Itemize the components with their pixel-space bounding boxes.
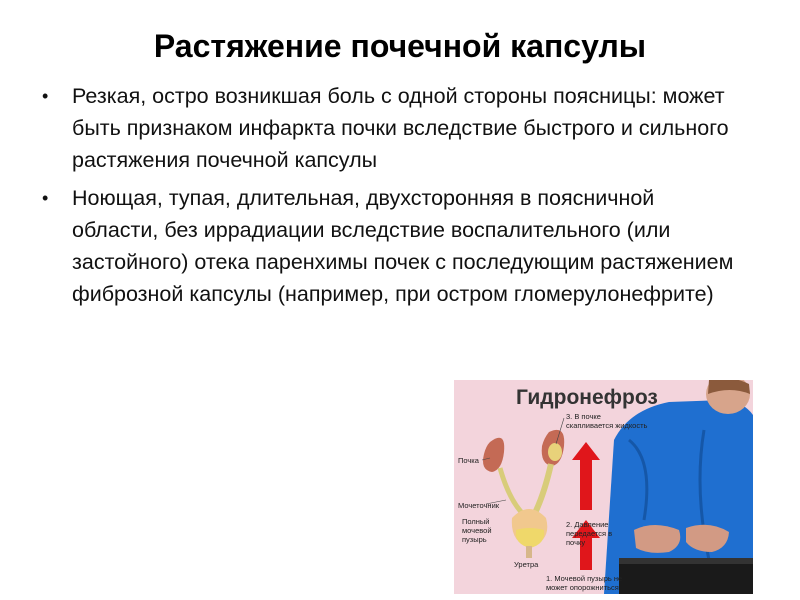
bullet-item-2 <box>40 182 740 310</box>
label-full-bladder: Полный мочевой пузырь <box>462 517 492 544</box>
label-step1: 1. Мочевой пузырь не может опорожниться <box>546 574 623 592</box>
bullet-marker: • <box>42 86 49 106</box>
label-urethra: Уретра <box>514 560 539 569</box>
figure-title: Гидронефроз <box>516 386 658 409</box>
label-ureter: Мочеточник <box>458 501 500 510</box>
slide-title: Растяжение почечной капсулы <box>153 28 647 64</box>
label-step2: 2. Давление передается в почку <box>566 520 613 547</box>
bullet-text: Резкая, остро возникшая боль с одной стороны поясницы: может быть признаком инфаркта почки вследствие быстрого и сильного растяжения почечной капсулы <box>72 84 729 172</box>
label-step3: 3. В почке скапливается жидкость <box>566 412 648 430</box>
bullet-marker: • <box>42 188 49 208</box>
bullet-item-1 <box>40 80 740 176</box>
label-kidney: Почка <box>458 456 479 465</box>
bullet-text: Ноющая, тупая, длительная, двухсторонняя в поясничной области, без иррадиации вследствие воспалительного (или застойного) отека паренхимы почек с последующим растяжением фиброзной капсулы (например, при остром гломерулонефрите) <box>72 186 734 306</box>
bullet-list <box>40 80 740 316</box>
hydronephrosis-illustration <box>454 380 753 594</box>
